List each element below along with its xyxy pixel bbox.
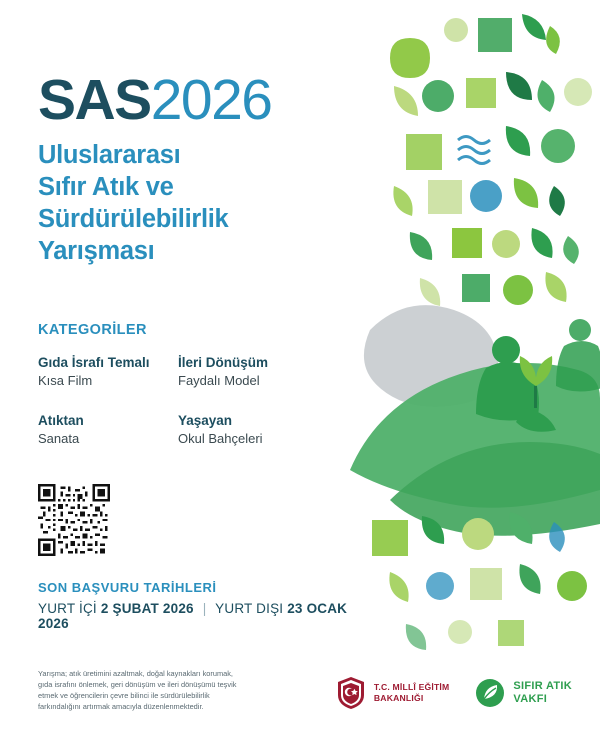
deadlines-line	[38, 601, 368, 631]
category-title: Atıktan	[38, 412, 84, 428]
category-title: Gıda İsrafı Temalı	[38, 354, 150, 370]
page-title	[38, 68, 368, 132]
safv-line-2: VAKFI	[513, 693, 548, 705]
category-subtitle: Sanata	[38, 431, 80, 447]
domestic-date: 2 ŞUBAT 2026	[100, 601, 194, 617]
subtitle-line-2: Sıfır Atık ve	[38, 173, 174, 202]
disclaimer-text: Yarışma; atık üretimini azaltmak, doğal kaynakları korumak, gıda israfını önlemek, geri dönüşüm ve ileri dönüşümü teşvik etmek ve öğrencilerin çevre bilinci ile sürdürülebilirlik farkındalığını artırmak amacıyla düzenlenmektedir.	[38, 668, 237, 711]
poster-content	[38, 68, 368, 632]
poster-footer	[38, 668, 572, 712]
categories-heading: KATEGORİLER	[38, 321, 147, 338]
subtitle-block	[38, 139, 368, 268]
qr-code[interactable]	[38, 484, 110, 556]
domestic-label: YURT İÇİ	[38, 601, 97, 617]
international-label: YURT DIŞI	[215, 601, 284, 617]
category-subtitle: Faydalı Model	[178, 373, 260, 389]
meb-line-2: BAKANLIĞI	[373, 693, 424, 703]
category-item	[178, 354, 368, 390]
deadlines-heading: SON BAŞVURU TARİHLERİ	[38, 580, 217, 596]
ministry-crest-icon	[336, 676, 366, 710]
leaf-circle-icon	[475, 677, 505, 709]
category-item	[38, 412, 178, 448]
category-subtitle: Okul Bahçeleri	[178, 431, 263, 447]
subtitle-line-4: Yarışması	[38, 237, 155, 266]
qr-code-icon[interactable]	[38, 484, 110, 556]
category-subtitle: Kısa Film	[38, 373, 93, 389]
categories-section	[38, 322, 368, 449]
subtitle-line-3: Sürdürülebilirlik	[38, 205, 229, 234]
safv-line-1: SIFIR ATIK	[513, 679, 572, 692]
meb-line-1: T.C. MİLLÎ EĞİTİM	[373, 682, 450, 693]
logo-group	[336, 676, 572, 712]
title-main-text: SAS	[38, 68, 151, 132]
category-item	[38, 354, 178, 390]
meb-logo	[336, 676, 450, 710]
meb-logo-text	[374, 682, 450, 703]
categories-grid	[38, 354, 368, 449]
deadlines-section	[38, 580, 368, 631]
deadline-separator: |	[202, 601, 207, 617]
category-title: Yaşayan	[178, 412, 233, 428]
category-title: İleri Dönüşüm	[178, 354, 269, 370]
subtitle-line-1: Uluslararası	[38, 141, 181, 169]
category-item	[178, 412, 368, 448]
sifir-atik-vakfi-logo	[475, 677, 572, 709]
title-year-text: 2026	[150, 68, 272, 132]
safv-logo-text	[513, 680, 572, 706]
international-date: 23 OCAK 2026	[38, 601, 348, 632]
